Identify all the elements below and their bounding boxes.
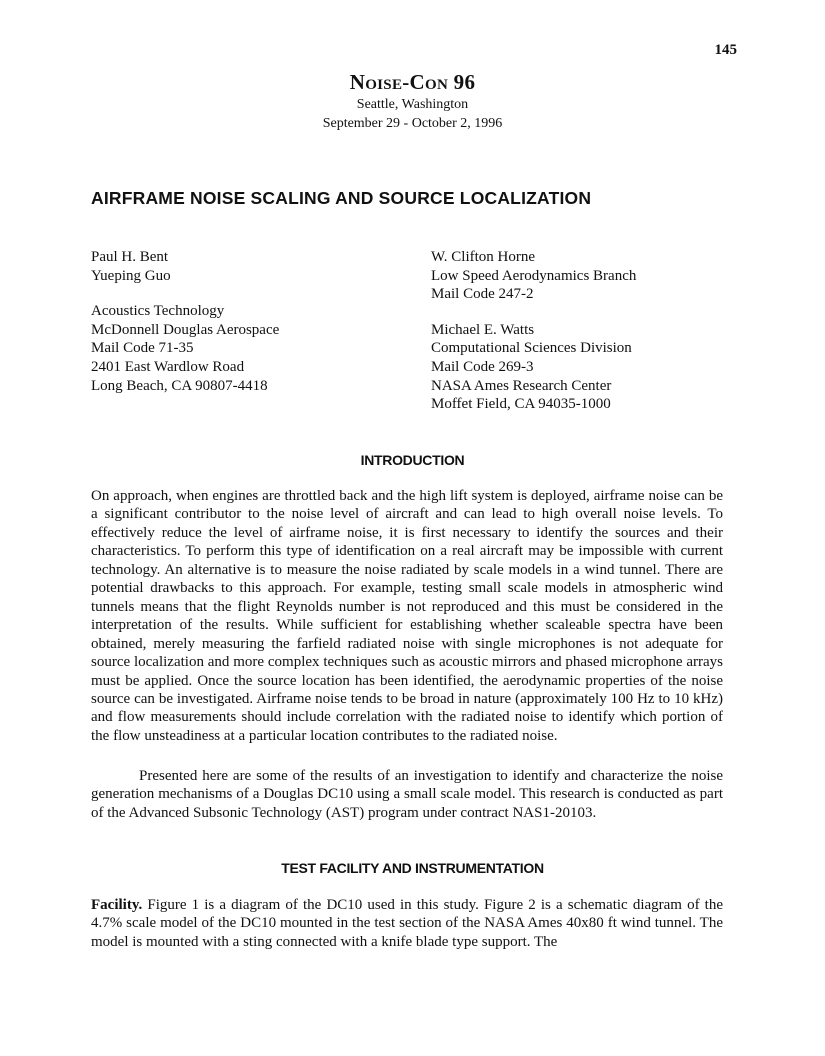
conference-location: Seattle, Washington [356, 97, 469, 112]
author-name: W. Clifton Horne [431, 249, 536, 265]
affiliation-line: Computational Sciences Division [431, 340, 632, 357]
affiliation-line: NASA Ames Research Center [431, 377, 612, 394]
affiliation-line: 2401 East Wardlow Road [91, 358, 245, 375]
author-name: Yueping Guo [91, 267, 171, 284]
introduction-paragraph-2: Presented here are some of the results of an investigation to identify and characterize the noise generation mechanisms of a Douglas DC10 using a small scale model. This research is conducted as part of the Advanced Subsonic Technology (AST) program under contract NAS1-20103. [91, 768, 723, 821]
conference-header [0, 70, 825, 133]
facility-paragraph [91, 896, 723, 951]
paper-title: AIRFRAME NOISE SCALING AND SOURCE LOCALIZATION [91, 188, 592, 208]
facility-paragraph-text: Figure 1 is a diagram of the DC10 used in this study. Figure 2 is a schematic diagram of the 4.7% scale model of the DC10 mounted in the test section of the NASA Ames 40x80 ft wind tunnel. The model is mounted with a sting connected with a knife blade type support. The [91, 897, 724, 950]
conference-title: Noise-Con 96 [349, 70, 476, 94]
page-number: 145 [714, 42, 737, 58]
affiliation-line: Acoustics Technology [91, 303, 225, 320]
affiliation-line: Mail Code 247-2 [431, 286, 534, 303]
conference-dates: September 29 - October 2, 1996 [322, 116, 503, 131]
affiliation-line: McDonnell Douglas Aerospace [91, 321, 280, 338]
author-name: Paul H. Bent [91, 249, 169, 265]
affiliation-line: Long Beach, CA 90807-4418 [91, 377, 268, 394]
authors-left-column [91, 248, 411, 395]
affiliation-line: Moffet Field, CA 94035-1000 [431, 396, 611, 413]
affiliation-line: Mail Code 71-35 [91, 340, 194, 357]
introduction-paragraph: On approach, when engines are throttled back and the high lift system is deployed, airframe noise can be a significant contributor to the noise level of aircraft and can lead to high overall noise levels. To effectively reduce the level of airframe noise, it is first necessary to identify the sources and their characteristics. To perform this type of identification on a real aircraft may be impossible with current technology. An alternative is to measure the noise radiated by scale models in a wind tunnel. There are potential drawbacks to this approach. For example, testing small scale models in atmospheric wind tunnels means that the flight Reynolds number is not reproduced and this must be considered in the interpretation of the results. While sufficient for establishing whether scaleable spectra have been obtained, merely measuring the farfield radiated noise with single microphones is not adequate for source localization and more complex techniques such as acoustic mirrors and phased microphone arrays must be applied. Once the source location has been identified, the aerodynamic properties of the noise source can be investigated. Airframe noise tends to be broad in nature (approximately 100 Hz to 10 kHz) and flow measurements should include correlation with the radiated noise to identify which portion of the flow unsteadiness at a particular location contributes to the radiated noise. [91, 488, 723, 744]
section-heading-introduction: INTRODUCTION [360, 452, 465, 468]
author-name: Michael E. Watts [431, 321, 535, 338]
authors-right-column [431, 248, 751, 414]
affiliation-line: Low Speed Aerodynamics Branch [431, 267, 637, 284]
section-heading-test-facility: TEST FACILITY AND INSTRUMENTATION [281, 860, 544, 876]
facility-run-in-heading: Facility. [91, 897, 143, 913]
affiliation-line: Mail Code 269-3 [431, 358, 534, 375]
